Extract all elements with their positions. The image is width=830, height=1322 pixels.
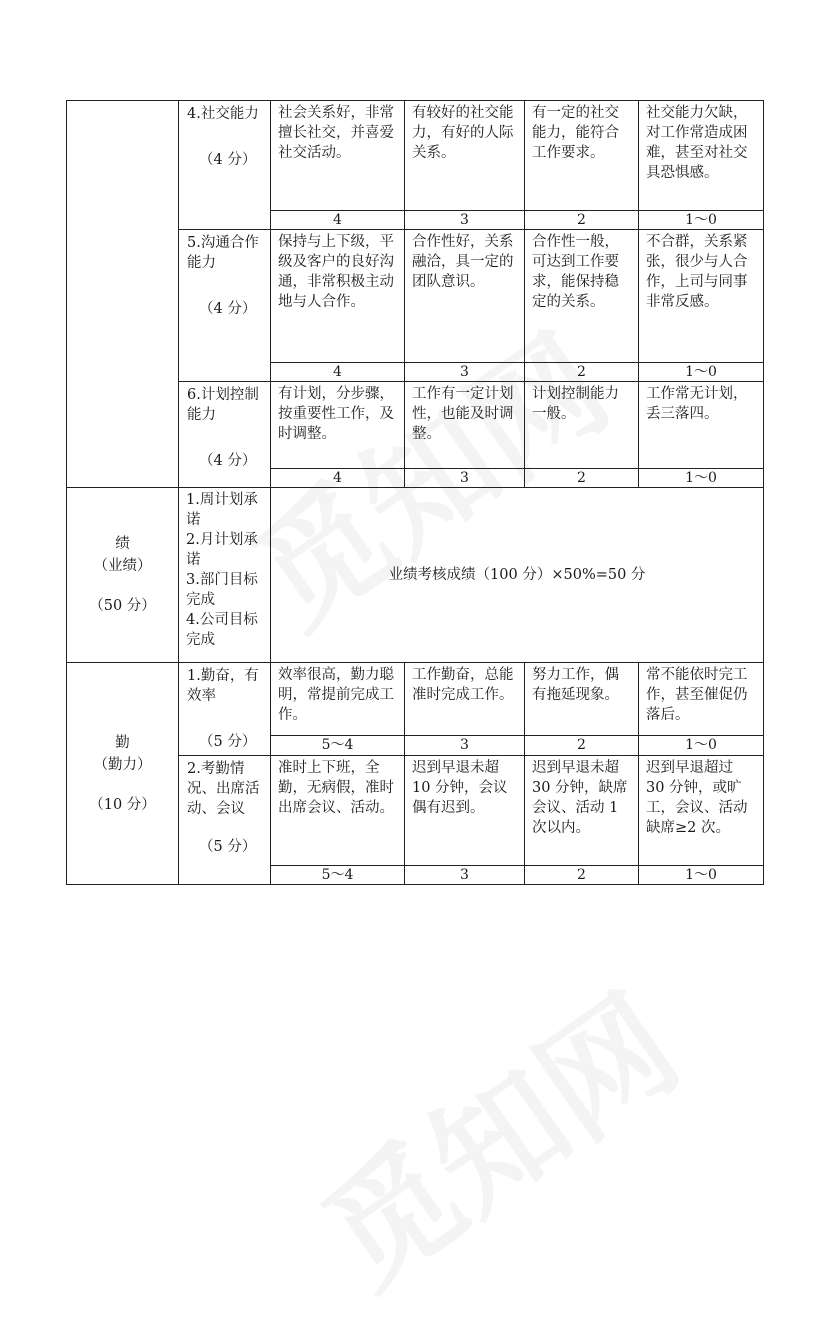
- evaluation-table: [66, 100, 764, 885]
- criterion-cell: [179, 382, 271, 488]
- criterion-points: （5 分）: [199, 734, 257, 750]
- criterion-cell: [179, 663, 271, 756]
- criterion-points: （4 分）: [199, 453, 257, 469]
- criterion-points: （4 分）: [199, 152, 257, 168]
- table-row: [67, 663, 764, 736]
- description-cell: 迟到早退未超 10 分钟，会议偶有迟到。: [405, 756, 525, 866]
- criterion-label: 5.沟通合作能力: [187, 235, 259, 271]
- score-cell: 5～4: [271, 735, 405, 755]
- score-cell: 1～0: [639, 735, 764, 755]
- description-cell: 合作性好，关系融洽，具一定的团队意识。: [405, 230, 525, 363]
- category-cell-empty: [67, 101, 179, 488]
- description-cell: 合作性一般，可达到工作要求，能保持稳定的关系。: [525, 230, 639, 363]
- score-cell: 4: [271, 211, 405, 230]
- table-row: [67, 488, 764, 663]
- category-subtitle: （业绩）: [93, 558, 152, 574]
- list-item: 1.周计划承诺: [186, 492, 258, 528]
- criterion-label: 2.考勤情况、出席活动、会议: [187, 761, 260, 817]
- criterion-points: （4 分）: [199, 301, 257, 317]
- category-points: （50 分）: [89, 598, 156, 614]
- criterion-label: 6.计划控制能力: [187, 387, 259, 423]
- score-cell: 2: [525, 211, 639, 230]
- score-cell: 2: [525, 363, 639, 382]
- score-cell: 3: [405, 469, 525, 488]
- description-cell: 社会关系好，非常擅长社交，并喜爱社交活动。: [271, 101, 405, 211]
- description-cell: 迟到早退未超 30 分钟，缺席会议、活动 1 次以内。: [525, 756, 639, 866]
- list-item: 4.公司目标完成: [186, 612, 258, 648]
- score-cell: 2: [525, 866, 639, 885]
- score-cell: 3: [405, 211, 525, 230]
- category-subtitle: （勤力）: [93, 756, 152, 773]
- criterion-label: 4.社交能力: [187, 106, 259, 122]
- description-cell: 工作常无计划，丢三落四。: [639, 382, 764, 469]
- category-title: 绩: [115, 536, 130, 552]
- description-cell: 计划控制能力一般。: [525, 382, 639, 469]
- category-title: 勤: [115, 734, 130, 751]
- score-cell: 2: [525, 469, 639, 488]
- criterion-cell: [179, 756, 271, 885]
- description-cell: 准时上下班，全勤，无病假，准时出席会议、活动。: [271, 756, 405, 866]
- description-cell: 有一定的社交能力，能符合工作要求。: [525, 101, 639, 211]
- score-cell: 3: [405, 363, 525, 382]
- criterion-points: （5 分）: [199, 839, 257, 855]
- score-cell: 1～0: [639, 469, 764, 488]
- description-cell: 保持与上下级，平级及客户的良好沟通，非常积极主动地与人合作。: [271, 230, 405, 363]
- table-row: [67, 101, 764, 211]
- category-points: （10 分）: [89, 796, 156, 813]
- score-cell: 2: [525, 735, 639, 755]
- description-cell: 努力工作，偶有拖延现象。: [525, 663, 639, 736]
- watermark: [282, 945, 709, 1322]
- description-cell: 有较好的社交能力，有好的人际关系。: [405, 101, 525, 211]
- score-cell: 3: [405, 866, 525, 885]
- description-cell: 工作有一定计划性，也能及时调整。: [405, 382, 525, 469]
- description-cell: 不合群，关系紧张，很少与人合作，上司与同事非常反感。: [639, 230, 764, 363]
- list-item: 3.部门目标完成: [186, 572, 258, 608]
- description-cell: 工作勤奋，总能准时完成工作。: [405, 663, 525, 736]
- criterion-cell: [179, 488, 271, 663]
- description-cell: 常不能依时完工作，甚至催促仍落后。: [639, 663, 764, 736]
- description-cell: 社交能力欠缺，对工作常造成困难，甚至对社交具恐惧感。: [639, 101, 764, 211]
- score-cell: 1～0: [639, 866, 764, 885]
- criterion-label: 1.勤奋，有效率: [187, 668, 259, 704]
- score-cell: 1～0: [639, 363, 764, 382]
- description-cell: 有计划，分步骤，按重要性工作，及时调整。: [271, 382, 405, 469]
- score-cell: 1～0: [639, 211, 764, 230]
- category-cell: [67, 663, 179, 885]
- score-cell: 3: [405, 735, 525, 755]
- description-cell: 迟到早退超过 30 分钟，或旷工，会议、活动缺席≥2 次。: [639, 756, 764, 866]
- score-cell: 4: [271, 363, 405, 382]
- score-cell: 4: [271, 469, 405, 488]
- category-cell: [67, 488, 179, 663]
- list-item: 2.月计划承诺: [186, 532, 258, 568]
- criterion-cell: [179, 230, 271, 382]
- score-cell: 5～4: [271, 866, 405, 885]
- criterion-cell: [179, 101, 271, 230]
- description-cell: 效率很高，勤力聪明，常提前完成工作。: [271, 663, 405, 736]
- performance-formula: 业绩考核成绩（100 分）×50%=50 分: [271, 488, 764, 663]
